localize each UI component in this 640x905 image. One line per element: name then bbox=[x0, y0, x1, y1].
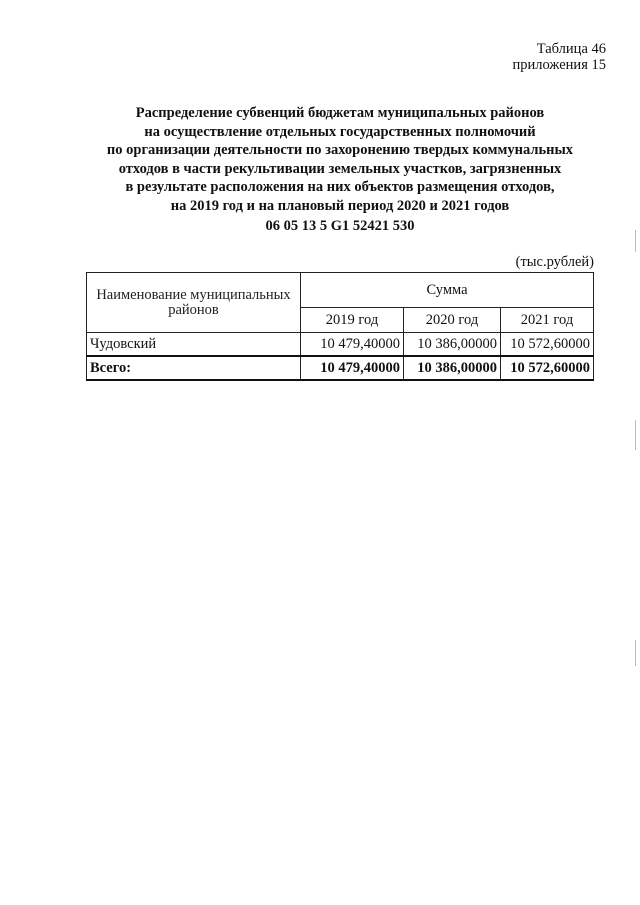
scan-artifact bbox=[635, 230, 636, 252]
amount-cell: 10 386,00000 bbox=[404, 333, 501, 357]
total-amount-cell: 10 479,40000 bbox=[301, 356, 404, 380]
title-line: на 2019 год и на плановый период 2020 и 2021 годов bbox=[170, 197, 510, 214]
total-row bbox=[87, 356, 594, 380]
total-amount-cell: 10 572,60000 bbox=[501, 356, 594, 380]
total-label: Всего: bbox=[87, 356, 301, 380]
column-header-year: 2021 год bbox=[501, 308, 594, 333]
units-label: (тыс.рублей) bbox=[515, 254, 594, 270]
column-header-sum: Сумма bbox=[301, 273, 594, 308]
table-row bbox=[87, 333, 594, 357]
table-reference bbox=[513, 41, 606, 73]
title-line: на осуществление отдельных государственных полномочий bbox=[144, 123, 536, 140]
appendix-number: приложения 15 bbox=[512, 57, 606, 73]
column-header-year: 2020 год bbox=[404, 308, 501, 333]
title-line: отходов в части рекультивации земельных участков, загрязненных bbox=[118, 160, 562, 177]
scan-artifact bbox=[635, 420, 636, 450]
title-line: в результате расположения на них объектов размещения отходов, bbox=[125, 179, 555, 195]
total-amount-cell: 10 386,00000 bbox=[404, 356, 501, 380]
distribution-table bbox=[86, 272, 594, 381]
column-header-year: 2019 год bbox=[301, 308, 404, 333]
column-header-name: Наименование муниципальных районов bbox=[87, 273, 301, 333]
document-title bbox=[60, 104, 620, 215]
budget-code: 06 05 13 5 G1 52421 530 bbox=[265, 218, 415, 234]
table-number: Таблица 46 bbox=[536, 41, 606, 57]
title-line: по организации деятельности по захоронению твердых коммунальных bbox=[106, 142, 574, 158]
scan-artifact bbox=[635, 640, 636, 666]
title-line: Распределение субвенций бюджетам муниципальных районов bbox=[135, 105, 545, 121]
district-name: Чудовский bbox=[87, 333, 301, 357]
amount-cell: 10 479,40000 bbox=[301, 333, 404, 357]
amount-cell: 10 572,60000 bbox=[501, 333, 594, 357]
